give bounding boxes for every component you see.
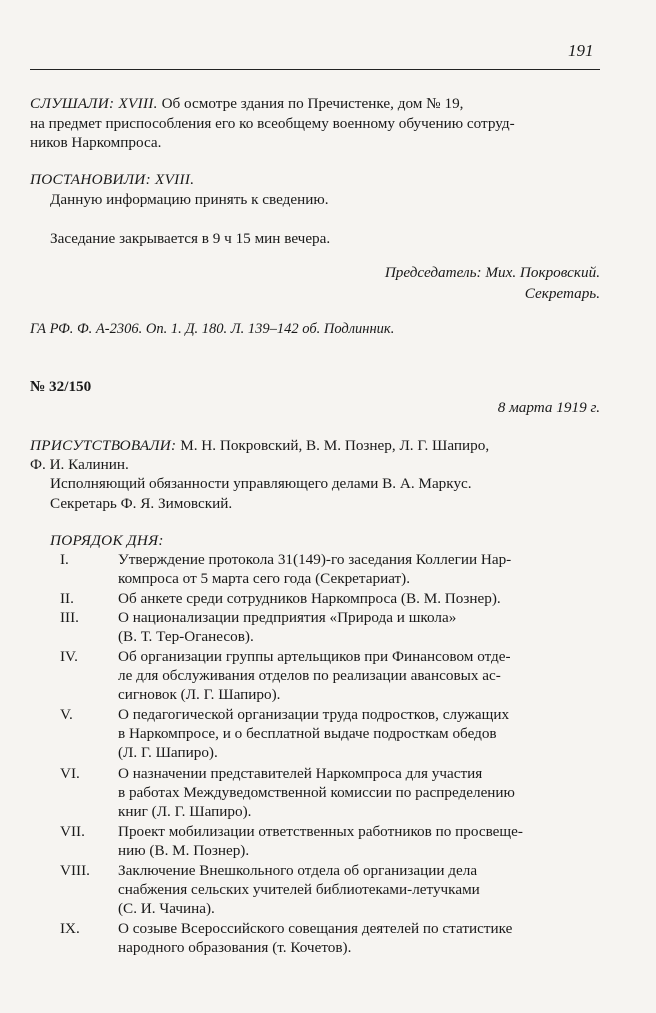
agenda-item-text <box>118 822 600 860</box>
agenda-item-number: VIII. <box>60 862 90 879</box>
agenda-item-text <box>118 764 600 821</box>
agenda-item-text <box>118 861 600 918</box>
agenda-item-number: II. <box>60 590 74 607</box>
closing-text: Заседание закрывается в 9 ч 15 мин вечера. <box>50 230 331 247</box>
agenda-item-text <box>118 919 600 957</box>
agenda-item-text <box>118 550 600 588</box>
present-label: ПРИСУТСТВОВАЛИ: <box>30 437 177 454</box>
agenda-line: О национализации предприятия «Природа и школа» <box>118 609 457 626</box>
agenda-line: Заключение Внешкольного отдела об организации дела <box>118 862 478 879</box>
agenda-item-number: I. <box>60 551 69 568</box>
present-line4: Секретарь Ф. Я. Зимовский. <box>50 495 233 512</box>
agenda-label: ПОРЯДОК ДНЯ: <box>50 532 164 549</box>
agenda-item-number: IV. <box>60 648 78 665</box>
agenda-line: компроса от 5 марта сего года (Секретариат). <box>118 570 411 587</box>
agenda-line: книг (Л. Г. Шапиро). <box>118 803 252 820</box>
agenda-line: (Л. Г. Шапиро). <box>118 744 218 761</box>
agenda-line: Об анкете среди сотрудников Наркомпроса (В. М. Познер). <box>118 590 501 607</box>
agenda-item-number: VII. <box>60 823 85 840</box>
agenda-line: в работах Междуведомственной комиссии по распределению <box>118 784 515 801</box>
agenda-item-number: V. <box>60 706 73 723</box>
slushali-line1 <box>30 94 600 113</box>
agenda-line: Об организации группы артельщиков при Финансовом отде- <box>118 648 511 665</box>
agenda-line: в Наркомпросе, и о бесплатной выдаче подросткам обедов <box>118 725 497 742</box>
chairman-signature: Председатель: Мих. Покровский. <box>384 264 600 281</box>
agenda-item-text <box>118 705 600 762</box>
agenda-line: О созыве Всероссийского совещания деятелей по статистике <box>118 920 513 937</box>
header-rule <box>30 69 600 70</box>
agenda-line: Утверждение протокола 31(149)-го заседания Коллегии Нар- <box>118 551 512 568</box>
agenda-line: нию (В. М. Познер). <box>118 842 250 859</box>
present-names-1: М. Н. Покровский, В. М. Познер, Л. Г. Шапиро, <box>180 437 490 454</box>
slushali-line3: ников Наркомпроса. <box>30 134 162 151</box>
agenda-item-number: III. <box>60 609 79 626</box>
document-date: 8 марта 1919 г. <box>497 399 600 416</box>
agenda-line: сигновок (Л. Г. Шапиро). <box>118 686 281 703</box>
slushali-label: СЛУШАЛИ: XVIII. <box>30 95 158 112</box>
agenda-line: О назначении представителей Наркомпроса для участия <box>118 765 483 782</box>
agenda-item-text <box>118 589 600 608</box>
agenda-line: Проект мобилизации ответственных работников по просвеще- <box>118 823 523 840</box>
agenda-item-number: VI. <box>60 765 80 782</box>
postanovili-text: Данную информацию принять к сведению. <box>50 191 329 208</box>
agenda-item-text <box>118 647 600 704</box>
present-line3: Исполняющий обязанности управляющего делами В. А. Маркус. <box>50 475 472 492</box>
page-number: 191 <box>568 41 594 60</box>
postanovili-label: ПОСТАНОВИЛИ: XVIII. <box>30 171 195 188</box>
agenda-line: ле для обслуживания отделов по реализации авансовых ас- <box>118 667 501 684</box>
secretary-signature: Секретарь. <box>524 285 600 302</box>
slushali-text-1: Об осмотре здания по Пречистенке, дом № 19, <box>161 95 464 112</box>
slushali-line2: на предмет приспособления его ко всеобщему военному обучению сотруд- <box>30 115 515 132</box>
document-number: № 32/150 <box>30 378 92 395</box>
agenda-item-number: IX. <box>60 920 80 937</box>
agenda-line: снабжения сельских учителей библиотеками-летучками <box>118 881 480 898</box>
agenda-line: народного образования (т. Кочетов). <box>118 939 352 956</box>
present-line1 <box>30 436 600 455</box>
agenda-line: (В. Т. Тер-Оганесов). <box>118 628 254 645</box>
present-line2: Ф. И. Калинин. <box>30 456 129 473</box>
agenda-item-text <box>118 608 600 646</box>
archive-reference: ГА РФ. Ф. А-2306. Оп. 1. Д. 180. Л. 139–142 об. Подлинник. <box>30 321 395 337</box>
agenda-line: (С. И. Чачина). <box>118 900 215 917</box>
agenda-line: О педагогической организации труда подростков, служащих <box>118 706 510 723</box>
